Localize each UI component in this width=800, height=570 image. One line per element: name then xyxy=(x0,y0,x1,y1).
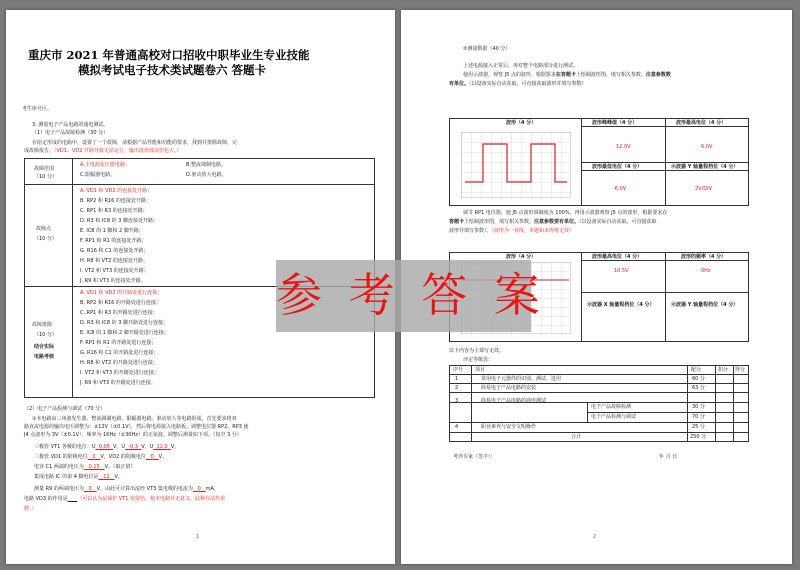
fault-fix-note: 结合实际 xyxy=(34,344,55,350)
fault-point-option: F. RP1 和 R1 的连接处开路； xyxy=(80,238,147,244)
paragraph-line: 调节 RP1 电位器，使 J5 点波形调制度为 100%，再用示波器观察 J5 点的波形，根据要求在 xyxy=(463,210,668,216)
fault-range-label: 故障范围 xyxy=(34,166,55,172)
intro-line-2: 成故障报告。（VD1、VD2 开路导致无法运行，输出波形波浪但也大。） xyxy=(24,148,182,154)
square-waveform-grid xyxy=(461,132,571,198)
fault-fix-option: D. R3 和 IC8 的 3 脚开路处进行连接； xyxy=(80,320,168,326)
grade-table-caption: 评定等级表： xyxy=(463,357,494,363)
measure-line-vd3: 电路 VD3 的作用是 （可以认为是保护 VT1 发射结，使本电路并无意义，此种存法作需 xyxy=(24,496,226,502)
peak-value: 12.0V xyxy=(616,144,631,150)
sign-date: 年 月 日 xyxy=(659,454,678,460)
reference-answer-stamp: 参 考 答 案 xyxy=(276,260,531,332)
paragraph-line: 使用示波器，观察 J5 点的波形，根据要求在答题卡上绘制波形图，填写相关参数。注意参数数 xyxy=(463,72,671,78)
min-value: -6.0V xyxy=(613,186,627,192)
measure-line-vd1: 二极管 VD1 的阳极电位 0 V，VD2 的阴极电位 0 V。 xyxy=(34,454,168,460)
paragraph-line: ①本电路由三角波发生器、整流调制电路、限幅器电路、驱动放大等电路组成。首先要求将双 xyxy=(32,416,237,422)
paragraph-line: 波形并填写参数）。（波形为一直线，本题如未得将无效） xyxy=(449,228,575,234)
paragraph-line: 答题卡上绘制波形图，填写相关参数。注意参数要有单位。（以设备实际自动获取，可直接获取 xyxy=(449,219,657,225)
examiner-signature: 考评专家（签字）： xyxy=(453,454,496,460)
measure-line-c1: 电容 C1 两端的电压为 0.15 V。（取正值） xyxy=(34,464,136,470)
freq-value: 0Hz xyxy=(701,268,711,274)
intro-line-1: 在给定形成的电路中，设置了一个故障，请根据产品性能和功能的要求，找到并排除故障，完 xyxy=(32,140,238,146)
max-value: 6.0V xyxy=(701,144,713,150)
fault-fix-option: H. R8 和 VT2 的开路处进行连接； xyxy=(80,360,158,366)
fault-point-option: E. IC8 的 1 脚和 2 脚开路； xyxy=(80,228,144,234)
measure-line-r9: 测量 R9 的两端电压为 0 V，由此可计算出流经 VT3 集电极的电流为 0 mA， xyxy=(34,486,219,492)
seat-area: 考生座号区。 xyxy=(22,106,53,112)
measure-line-vt1: 三极管 VT1 各极的电位：U 0.05 V，U -0.3 V，U 12.0 V。 xyxy=(34,444,180,450)
fault-range-option: C.限幅器电路。 xyxy=(80,172,116,178)
fault-point-option: G. R16 和 C1 的连接处开路； xyxy=(80,248,149,254)
fault-point-option: I. VT2 和 VT3 的连接处开路； xyxy=(80,268,149,274)
doc-title-line1: 重庆市 2021 年普通高校对口招收中职毕业生专业技能 xyxy=(28,48,310,62)
answer-page-1: 重庆市 2021 年普通高校对口招收中职毕业生专业技能 模拟考试电子技术类试题卷六 答题卡 考生座号区。 3. 测量电子产品电路的通电测试。 （1）电子产品故障检测（30 分） 在给定形成的电路中，设置了一个故障，请根据产品性能和功能的要求，找到并排除故障，完 成故障报告。（VD1、VD2 开路导致无法运行，输出波形波浪但也大。） 故障范围 （10 分） A.主电源变压器电路； B.整流调制电路。 C.限幅器电路。 D.驱动放大电路。 故障点 （10 分） A. VD1 和 VD2 的连接处开路； B. RP2 和 R16 的连接处开路； C. RP1 和 R3 的连接处开路； D. R3 和 IC8 的 3 脚连接处开路； E. IC8 的 1 脚和 2 脚开路； F. RP1 和 R1 的连接处开路； G. R16 和 C1 的连接处开路； H. R8 和 VT2 的连接处开路； I. VT2 和 VT3 的连接处开路； J. R9 和 VT3 的连接处开路。 故障排除 （10 分） 结合实际 电路考核 A. VD1 和 VD2 的开路处进行连接； B. RP2 和 R16 的开路处进行连接； C. RP1 和 R3 的开路处进行连接； D. R3 和 IC8 的 3 脚开路处进行连接； E. IC8 的 1 脚和 2 脚开路处进行连接； F. RP1 和 R1 的开路处进行连接； G. R16 和 C1 的开路处进行连接； H. R8 和 VT2 的开路处进行连接； I. VT2 和 VT3 的开路处进行连接； J. R9 和 VT3 的开路处进行连接。 （2）电子产品检测与调试（70 分） ①本电路由三角波发生器、整流调制电路、限幅器电路、驱动放大等电路组成。首先要求将双 路直流电源的输出电压调整为：±12V（±0.1V），然后将电源接入电路板。调整电位器 RP2、RP3 使 J4 点波形为 3V（±0.1V），频率为 1KHz（±30Hz）的正弦波。调整后测量如下项。（每空 3 分） 三极管 VT1 各极的电位：U 0.05 V，U -0.3 V，U 12.0 V。 二极管 VD1 的阳极电位 0 V，VD2 的阴极电位 0 V。 电容 C1 两端的电压为 0.15 V。（取正值） 集成电路 IC 的第 4 脚电位是 12 V。 测量 R9 的两端电压为 0 V，由此可计算出流经 VT3 集电极的电流为 0 mA， 电路 VD3 的作用是 （可以认为是保护 VT1 发射结，使本电路并无意义，此种存法作需 移。） 1 xyxy=(6,10,395,564)
fault-fix-option: E. IC8 的 1 脚和 2 脚开路处进行连接； xyxy=(80,330,169,336)
fault-range-option: A.主电源变压器电路； xyxy=(80,162,130,168)
fault-point-option: H. R8 和 VT2 的连接处开路； xyxy=(80,258,148,264)
fault-fix-option: B. RP2 和 R16 的开路处进行连接； xyxy=(80,300,161,306)
paragraph-line: 有单位。（以设备实际自动获取，可直接获取波形并填写参数） xyxy=(449,81,587,87)
scale-value: 2V/DIV xyxy=(695,186,713,192)
fault-point-option: J. R9 和 VT3 的连接处开路。 xyxy=(80,278,146,284)
table-row-total: 合计 xyxy=(571,434,582,440)
question-2-heading: ②测量数据（40 分） xyxy=(463,46,511,52)
note-line: 以下内容为主课写无效。 xyxy=(449,348,505,354)
fault-range-option: B.整流调制电路。 xyxy=(186,162,227,168)
fault-point-option: A. VD1 和 VD2 的连接处开路； xyxy=(80,188,153,194)
wave-header: 波形（4 分） xyxy=(506,254,537,260)
answer-page-2: ②测量数据（40 分） 上述电源接入正常后，再对整个电路部分进行测试。 使用示波器，观察 J5 点的波形，根据要求在答题卡上绘制波形图，填写相关参数。注意参数数 有单位。（以设备实际自动获取，可直接获取波形并填写参数） 波形（4 分） 波形峰峰值（4 分） 波形最高电位（4 分） 12.0V 6.0V 波形最低电位（4 分） 示波器 Y 轴量程档位（4 分） -6.0V 2V/DIV 调节 RP1 电位器，使 J5 点波形调制度为 100%，再用示波器观察 J5 点的波形，根据要求在 答题卡上绘制波形图，填写相关参数。注意参数要有单位。（以设备实际自动获取，可直接获取 波形并填写参数）。（波形为一直线，本题如未得将无效） 波形（4 分） 波形最高电位（4 分） 波形的频率（4 分） 10.5V 0Hz 示波器 X 轴量程档位（4 分） 示波器 Y 轴量程档位（4 分） 以下内容为主课写无效。 评定等级表： 序号 项目 配分 扣分 得分 1 常用电子元器件的识别、测试、选用 60 分 2 简易电子产品电路的安装 63 分 3 简易电子产品电路的通电测试 电子产品故障检测 30 分 电子产品检测与调试 70 分 4 职业素养与安全文明操作 25 分 合计 250 分 考评专家（签字）： 年 月 日 2 xyxy=(401,10,792,564)
fault-point-option: C. RP1 和 R3 的连接处开路； xyxy=(80,208,148,214)
table-row: 2 xyxy=(455,385,459,391)
paragraph-line: 路直流电源的输出电压调整为：±12V（±0.1V），然后将电源接入电路板。调整电位器 RP2、RP3 使 xyxy=(24,424,249,430)
table-row: 4 xyxy=(455,424,459,430)
paragraph-line: 上述电源接入正常后，再对整个电路部分进行测试。 xyxy=(463,63,579,69)
fault-point-label: 故障点 xyxy=(36,226,52,232)
question-3: 3. 测量电子产品电路的通电测试。 xyxy=(32,122,109,128)
table-row: 1 xyxy=(455,376,459,382)
page-number: 2 xyxy=(593,534,597,540)
fault-fix-note: 电路考核 xyxy=(34,354,55,360)
table-row: 3 xyxy=(455,398,459,404)
fault-fix-option: G. R16 和 C1 的开路处进行连接； xyxy=(80,350,159,356)
fault-point-option: B. RP2 和 R16 的连接处开路； xyxy=(80,198,151,204)
fault-fix-option: J. R9 和 VT3 的开路处进行连接。 xyxy=(80,380,156,386)
page-number: 1 xyxy=(196,534,200,540)
fault-fix-option: A. VD1 和 VD2 的开路处进行连接； xyxy=(80,290,163,296)
paragraph-line: J4 点波形为 3V（±0.1V），频率为 1KHz（±30Hz）的正弦波。调整后测量如下项。（每空 3 分） xyxy=(24,432,242,438)
doc-title-line2: 模拟考试电子技术类试题卷六 答题卡 xyxy=(78,63,267,77)
fault-fix-label: 故障排除 xyxy=(32,322,53,328)
question-3-1: （1）电子产品故障检测（30 分） xyxy=(32,130,109,136)
measure-line-ic: 集成电路 IC 的第 4 脚电位是 12 V。 xyxy=(34,474,123,480)
fault-point-option: D. R3 和 IC8 的 3 脚连接处开路； xyxy=(80,218,158,224)
wave-header: 波形（4 分） xyxy=(506,120,537,126)
fault-fix-option: I. VT2 和 VT3 的开路处进行连接； xyxy=(80,370,159,376)
fault-fix-option: F. RP1 和 R1 的开路处进行连接； xyxy=(80,340,157,346)
question-3-2: （2）电子产品检测与调试（70 分） xyxy=(24,406,106,412)
fault-fix-option: C. RP1 和 R3 的开路处进行连接； xyxy=(80,310,158,316)
fault-range-option: D.驱动放大电路。 xyxy=(186,172,227,178)
max-value-2: 10.5V xyxy=(614,268,629,274)
